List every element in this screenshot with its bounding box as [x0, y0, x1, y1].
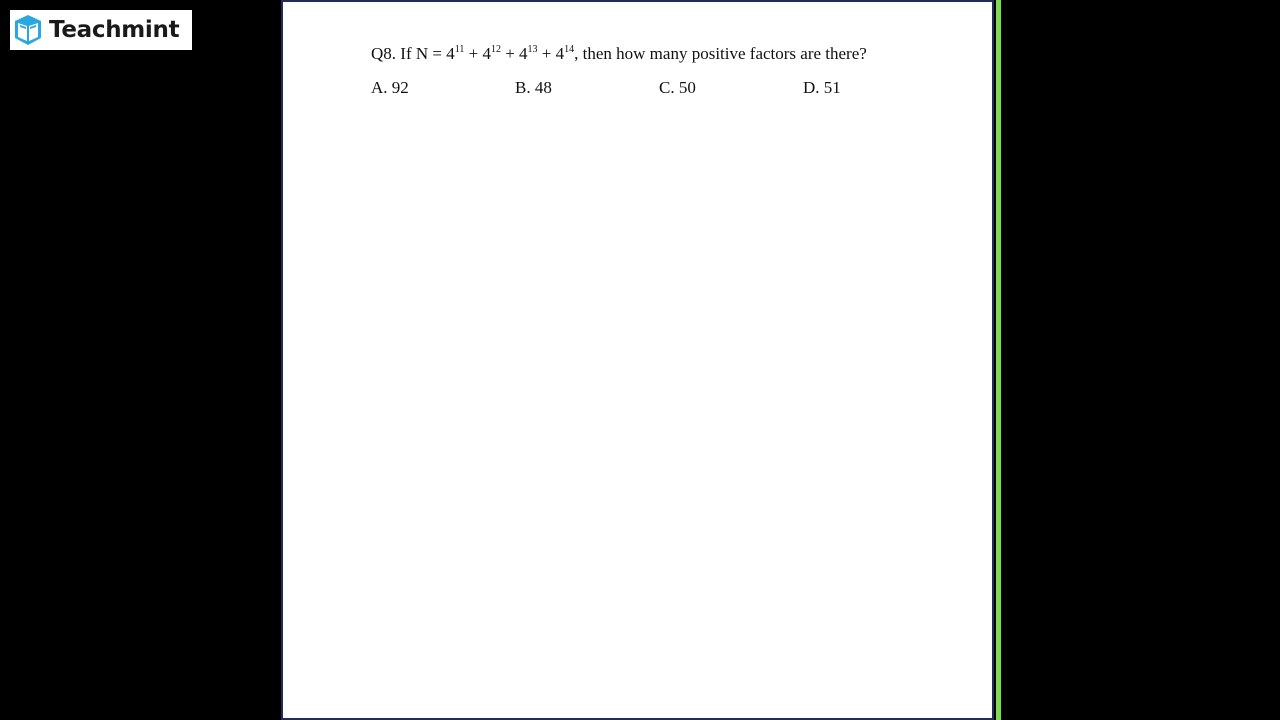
option-d: D. 51: [803, 78, 841, 97]
term-4: $4^{14}$: [555, 44, 575, 63]
accent-strip: [996, 0, 1001, 720]
teachmint-logo: [10, 10, 192, 50]
question-text: [371, 44, 867, 64]
option-a: A. 92: [371, 78, 409, 97]
plus-2: +: [500, 44, 520, 63]
whiteboard: [281, 0, 994, 720]
plus-1: +: [464, 44, 483, 63]
plus-3: +: [537, 44, 556, 63]
brand-name: Teachmint: [49, 17, 180, 43]
teachmint-book-icon: [13, 14, 43, 46]
option-b: B. 48: [515, 78, 552, 97]
question-prefix: Q8. If N =: [371, 44, 447, 63]
term-3: $4^{13}$: [519, 44, 538, 63]
option-c: C. 50: [659, 78, 696, 97]
question-suffix: , then how many positive factors are there?: [574, 44, 867, 63]
term-2: $4^{12}$: [482, 44, 501, 63]
term-1: $4^{11}$: [446, 44, 465, 63]
